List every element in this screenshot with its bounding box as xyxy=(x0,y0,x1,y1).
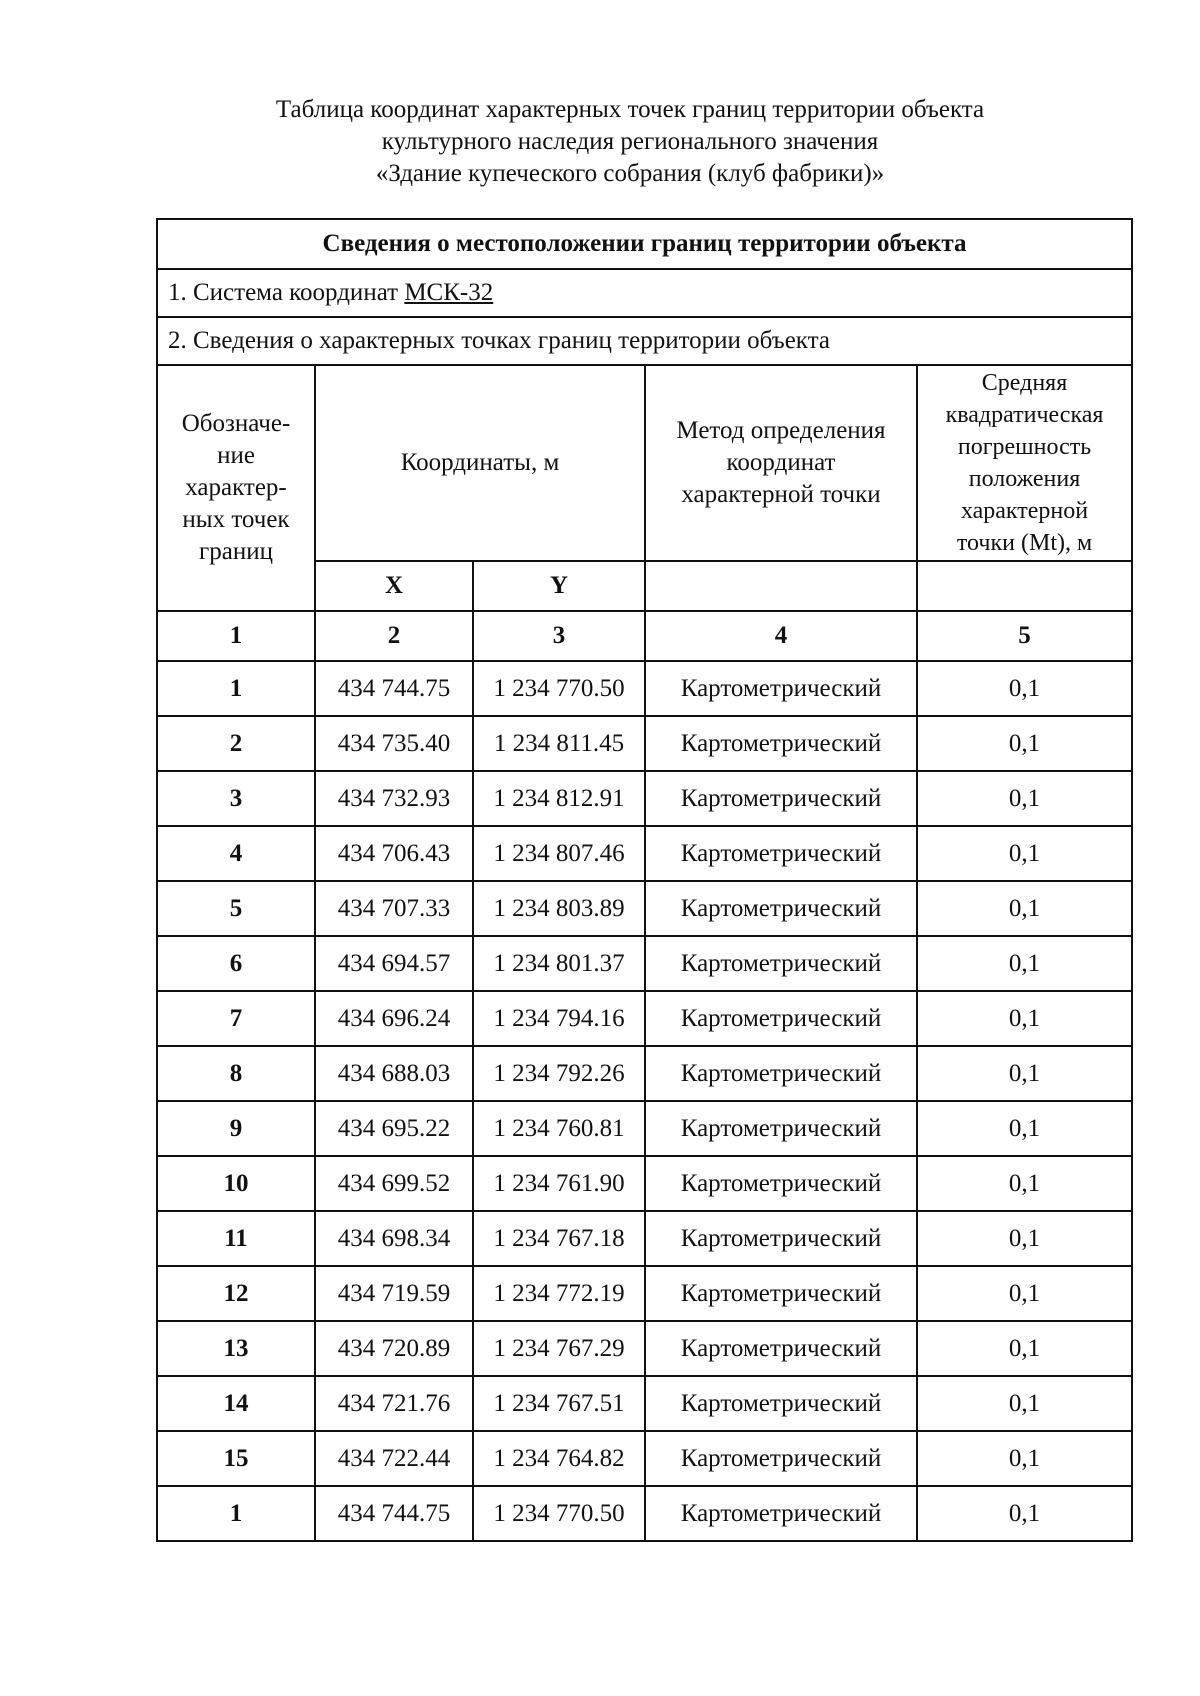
point-number-cell: 1 xyxy=(157,661,315,716)
column-number: 3 xyxy=(473,611,645,661)
point-number-cell: 13 xyxy=(157,1321,315,1376)
table-row xyxy=(157,661,1132,716)
table-row xyxy=(157,1266,1132,1321)
x-coordinate-cell: 434 732.93 xyxy=(315,771,473,826)
x-coordinate-cell: 434 695.22 xyxy=(315,1101,473,1156)
column-number: 2 xyxy=(315,611,473,661)
coordinate-system-row xyxy=(157,269,1132,317)
y-coordinate-cell: 1 234 767.51 xyxy=(473,1376,645,1431)
point-number-cell: 5 xyxy=(157,881,315,936)
x-coordinate-cell: 434 707.33 xyxy=(315,881,473,936)
error-cell: 0,1 xyxy=(917,1156,1132,1211)
error-cell: 0,1 xyxy=(917,936,1132,991)
column-header-method: Метод определения координат характерной точки xyxy=(645,365,917,561)
error-cell: 0,1 xyxy=(917,716,1132,771)
y-coordinate-cell: 1 234 760.81 xyxy=(473,1101,645,1156)
coordinate-system-label: 1. Система координат xyxy=(168,279,405,306)
method-cell: Картометрический xyxy=(645,1431,917,1486)
title-line-3: «Здание купеческого собрания (клуб фабрики)» xyxy=(375,160,885,187)
method-cell: Картометрический xyxy=(645,1156,917,1211)
y-coordinate-cell: 1 234 803.89 xyxy=(473,881,645,936)
method-cell: Картометрический xyxy=(645,661,917,716)
error-cell: 0,1 xyxy=(917,1266,1132,1321)
point-number-cell: 7 xyxy=(157,991,315,1046)
point-number-cell: 6 xyxy=(157,936,315,991)
point-number-cell: 8 xyxy=(157,1046,315,1101)
error-cell: 0,1 xyxy=(917,661,1132,716)
table-row xyxy=(157,716,1132,771)
table-row xyxy=(157,1156,1132,1211)
table-row xyxy=(157,1376,1132,1431)
method-cell: Картометрический xyxy=(645,936,917,991)
y-coordinate-cell: 1 234 801.37 xyxy=(473,936,645,991)
y-coordinate-cell: 1 234 792.26 xyxy=(473,1046,645,1101)
column-header-x: X xyxy=(315,561,473,611)
table-row xyxy=(157,771,1132,826)
error-cell: 0,1 xyxy=(917,1101,1132,1156)
column-number: 1 xyxy=(157,611,315,661)
column-number-row xyxy=(157,611,1132,661)
y-coordinate-cell: 1 234 772.19 xyxy=(473,1266,645,1321)
point-number-cell: 11 xyxy=(157,1211,315,1266)
point-number-cell: 3 xyxy=(157,771,315,826)
method-cell: Картометрический xyxy=(645,1376,917,1431)
method-cell: Картометрический xyxy=(645,1486,917,1541)
column-header-blank-method xyxy=(645,561,917,611)
x-coordinate-cell: 434 719.59 xyxy=(315,1266,473,1321)
table-row xyxy=(157,881,1132,936)
y-coordinate-cell: 1 234 811.45 xyxy=(473,716,645,771)
table-row xyxy=(157,1101,1132,1156)
column-header-y: Y xyxy=(473,561,645,611)
y-coordinate-cell: 1 234 770.50 xyxy=(473,661,645,716)
point-number-cell: 12 xyxy=(157,1266,315,1321)
y-coordinate-cell: 1 234 770.50 xyxy=(473,1486,645,1541)
x-coordinate-cell: 434 694.57 xyxy=(315,936,473,991)
y-coordinate-cell: 1 234 794.16 xyxy=(473,991,645,1046)
table-row xyxy=(157,1486,1132,1541)
point-number-cell: 14 xyxy=(157,1376,315,1431)
method-cell: Картометрический xyxy=(645,881,917,936)
method-cell: Картометрический xyxy=(645,826,917,881)
method-cell: Картометрический xyxy=(645,1211,917,1266)
title-line-1: Таблица координат характерных точек границ территории объекта xyxy=(275,96,985,123)
point-number-cell: 1 xyxy=(157,1486,315,1541)
document-title xyxy=(160,94,1100,190)
coordinate-system-name: МСК-32 xyxy=(404,279,494,306)
column-header-error: Средняя квадратическая погрешность положения характерной точки (Mt), м xyxy=(917,365,1132,561)
point-number-cell: 4 xyxy=(157,826,315,881)
error-cell: 0,1 xyxy=(917,1431,1132,1486)
x-coordinate-cell: 434 706.43 xyxy=(315,826,473,881)
error-cell: 0,1 xyxy=(917,1046,1132,1101)
point-number-cell: 10 xyxy=(157,1156,315,1211)
x-coordinate-cell: 434 696.24 xyxy=(315,991,473,1046)
x-coordinate-cell: 434 735.40 xyxy=(315,716,473,771)
point-number-cell: 9 xyxy=(157,1101,315,1156)
error-cell: 0,1 xyxy=(917,1486,1132,1541)
location-info-heading: Сведения о местоположении границ территории объекта xyxy=(157,219,1132,269)
method-cell: Картометрический xyxy=(645,991,917,1046)
x-coordinate-cell: 434 688.03 xyxy=(315,1046,473,1101)
table-row xyxy=(157,1321,1132,1376)
x-coordinate-cell: 434 744.75 xyxy=(315,661,473,716)
column-number: 4 xyxy=(645,611,917,661)
x-coordinate-cell: 434 722.44 xyxy=(315,1431,473,1486)
x-coordinate-cell: 434 720.89 xyxy=(315,1321,473,1376)
error-cell: 0,1 xyxy=(917,1376,1132,1431)
column-header-blank-error xyxy=(917,561,1132,611)
method-cell: Картометрический xyxy=(645,1321,917,1376)
coordinates-table xyxy=(156,218,1133,1542)
column-number: 5 xyxy=(917,611,1132,661)
error-cell: 0,1 xyxy=(917,991,1132,1046)
error-cell: 0,1 xyxy=(917,771,1132,826)
column-header-designation: Обозначе- ние характер- ных точек границ xyxy=(157,365,315,611)
table-row xyxy=(157,936,1132,991)
error-cell: 0,1 xyxy=(917,881,1132,936)
y-coordinate-cell: 1 234 764.82 xyxy=(473,1431,645,1486)
column-header-coordinates: Координаты, м xyxy=(315,365,645,561)
point-number-cell: 2 xyxy=(157,716,315,771)
y-coordinate-cell: 1 234 761.90 xyxy=(473,1156,645,1211)
point-number-cell: 15 xyxy=(157,1431,315,1486)
table-row xyxy=(157,1431,1132,1486)
title-line-2: культурного наследия регионального значения xyxy=(381,128,879,155)
method-cell: Картометрический xyxy=(645,1101,917,1156)
y-coordinate-cell: 1 234 767.29 xyxy=(473,1321,645,1376)
x-coordinate-cell: 434 699.52 xyxy=(315,1156,473,1211)
y-coordinate-cell: 1 234 807.46 xyxy=(473,826,645,881)
method-cell: Картометрический xyxy=(645,1046,917,1101)
y-coordinate-cell: 1 234 812.91 xyxy=(473,771,645,826)
table-row xyxy=(157,1211,1132,1266)
x-coordinate-cell: 434 721.76 xyxy=(315,1376,473,1431)
x-coordinate-cell: 434 698.34 xyxy=(315,1211,473,1266)
error-cell: 0,1 xyxy=(917,826,1132,881)
table-row xyxy=(157,1046,1132,1101)
x-coordinate-cell: 434 744.75 xyxy=(315,1486,473,1541)
method-cell: Картометрический xyxy=(645,716,917,771)
y-coordinate-cell: 1 234 767.18 xyxy=(473,1211,645,1266)
points-info-heading: 2. Сведения о характерных точках границ территории объекта xyxy=(157,317,1132,365)
method-cell: Картометрический xyxy=(645,1266,917,1321)
error-cell: 0,1 xyxy=(917,1211,1132,1266)
method-cell: Картометрический xyxy=(645,771,917,826)
error-cell: 0,1 xyxy=(917,1321,1132,1376)
table-row xyxy=(157,826,1132,881)
table-row xyxy=(157,991,1132,1046)
